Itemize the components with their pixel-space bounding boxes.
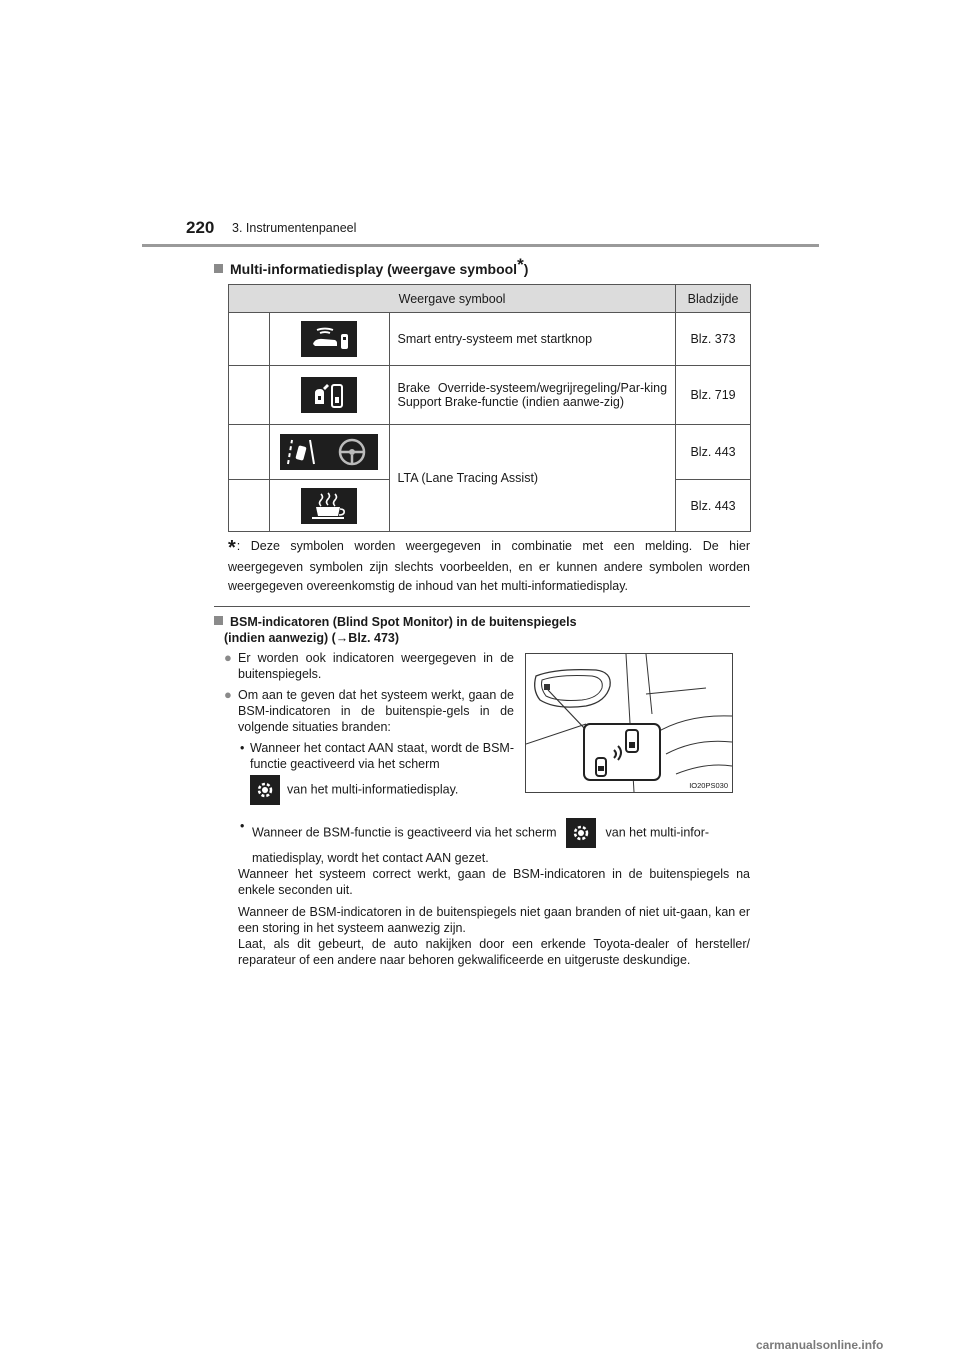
bsm-body: • Wanneer de BSM-functie is geactiveerd via het scherm van het multi-infor- matiedisplay, wordt het contact AAN gezet. Wanneer het systeem correct werkt, gaan de BSM-indicatoren in de buitenspiegels na enkele seconden uit. Wanneer de BSM-indicatoren in de buitenspiegels niet gaan branden of niet uit-gaan, kan er een storing in het systeem aanwezig zijn. Laat, als dit gebeurt, de auto nakijken door een erkende Toyota-dealer of hersteller/ reparateur of een andere naar behoren gekwalificeerde en uitgeruste deskundige. (238, 819, 750, 967)
lta-icon (280, 434, 378, 470)
bullet-dot-icon: ● (224, 687, 232, 702)
section-title-display: Multi-informatiedisplay (weergave symbool*) (214, 255, 528, 277)
paragraph: Wanneer de BSM-indicatoren in de buitenspiegels niet gaan branden of niet uit-gaan, kan er een storing in het systeem aanwezig zijn. (238, 905, 750, 935)
header-rule (142, 244, 819, 247)
row-page: Blz. 719 (676, 366, 751, 425)
gear-line: van het multi-informatiedisplay. (250, 775, 458, 805)
section-square-icon (214, 616, 223, 625)
col-page-header: Bladzijde (676, 285, 751, 313)
smart-entry-icon (301, 321, 357, 357)
gear-icon (566, 818, 596, 848)
section-divider (214, 606, 750, 607)
list-item: • Wanneer de BSM-functie is geactiveerd via het scherm van het multi-infor- (238, 818, 750, 848)
row-page: Blz. 373 (676, 313, 751, 366)
mirror-illustration (525, 653, 733, 793)
col-symbol-header: Weergave symbool (229, 285, 676, 313)
watermark: carmanualsonline.info (756, 1338, 884, 1352)
page-number: 220 (186, 218, 215, 237)
side-mirror-drawing (526, 654, 732, 792)
paragraph: Wanneer het systeem correct werkt, gaan de BSM-indicatoren in de buitenspiegels na enkele seconden uit. (238, 867, 750, 897)
row-text: LTA (Lane Tracing Assist) (389, 425, 676, 532)
coffee-cup-icon (301, 488, 357, 524)
table-row (229, 425, 751, 480)
row-page: Blz. 443 (676, 480, 751, 532)
bullet-dot-icon: ● (224, 650, 232, 665)
table-header-row (229, 285, 751, 313)
section-title-bsm: BSM-indicatoren (Blind Spot Monitor) in de buitenspiegels (indien aanwezig) (→Blz. 473) (214, 614, 577, 646)
symbol-table (228, 284, 751, 532)
bsm-bullets (224, 650, 514, 772)
list-item: ● Om aan te geven dat het systeem werkt, gaan de BSM-indicatoren in de buitenspie-gels in de volgende situaties branden: (224, 687, 514, 734)
footnote: *: Deze symbolen worden weergegeven in combinatie met een melding. De hier weergegeven symbolen zijn slechts voorbeelden, en er kunnen andere symbolen worden weergegeven overeenkomstig de inhoud van het multi-informatiedisplay. (228, 537, 750, 593)
footnote-star-mark: * (228, 537, 236, 559)
table-row (229, 366, 751, 425)
paragraph: Laat, als dit gebeurt, de auto nakijken door een erkende Toyota-dealer of hersteller/ reparateur of een andere naar behoren gekwalificeerde en uitgeruste deskundige. (238, 937, 750, 967)
list-item: ● Er worden ook indicatoren weergegeven in de buitenspiegels. (224, 650, 514, 681)
illustration-code: IO20PS030 (689, 781, 728, 790)
row-text: Smart entry-systeem met startknop (389, 313, 676, 366)
row-page: Blz. 443 (676, 425, 751, 480)
table-row (229, 313, 751, 366)
gear-icon (250, 775, 280, 805)
list-item: • Wanneer het contact AAN staat, wordt de BSM-functie geactiveerd via het scherm (240, 741, 514, 771)
footnote-star: * (517, 255, 524, 274)
section-square-icon (214, 264, 223, 273)
row-text: Brake Override-systeem/wegrijregeling/Par-king Support Brake-functie (indien aanwe-zig) (389, 366, 676, 425)
chapter-title: 3. Instrumentenpaneel (232, 221, 357, 235)
brake-override-icon (301, 377, 357, 413)
